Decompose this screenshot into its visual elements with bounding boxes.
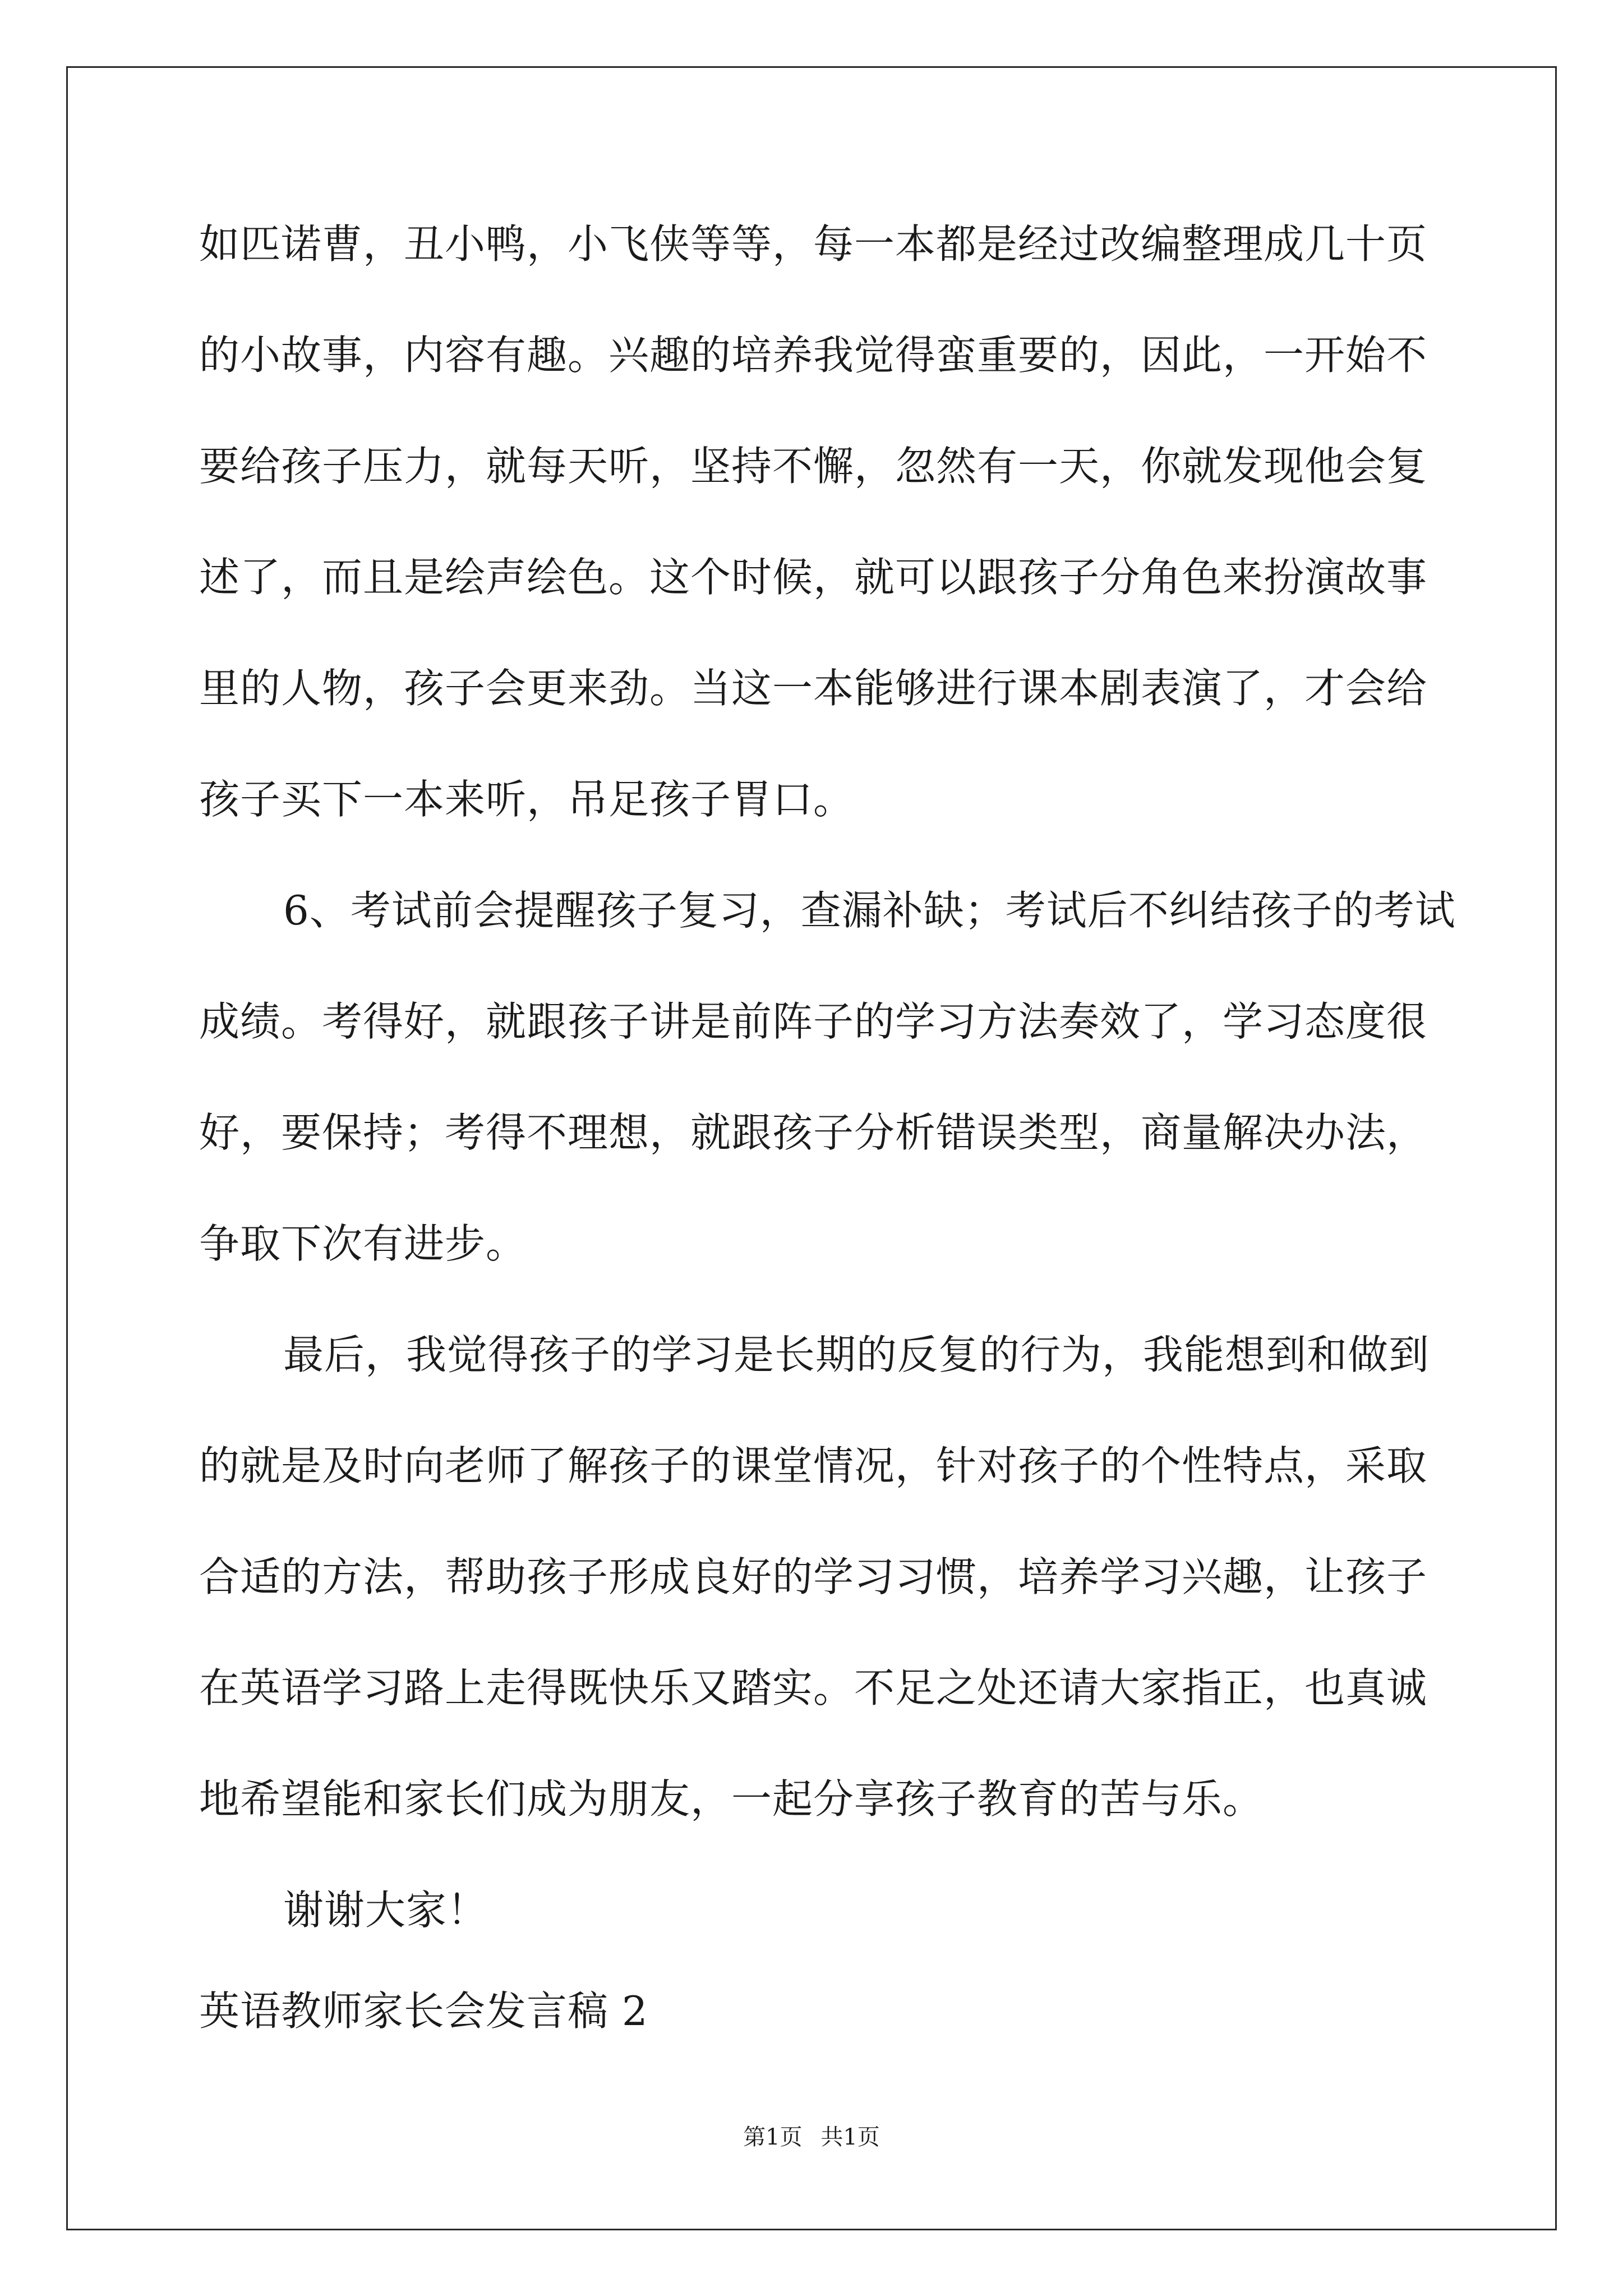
paragraph-line: 要给孩子压力，就每天听，坚持不懈，忽然有一天，你就发现他会复 <box>199 443 1428 490</box>
paragraph-line: 6、考试前会提醒孩子复习，查漏补缺；考试后不纠结孩子的考试 <box>283 887 1456 934</box>
paragraph-line: 地希望能和家长们成为朋友，一起分享孩子教育的苦与乐。 <box>199 1775 1264 1823</box>
paragraph-line: 述了，而且是绘声绘色。这个时候，就可以跟孩子分角色来扮演故事 <box>199 554 1428 601</box>
page-number: 第1页 <box>743 2124 803 2150</box>
paragraph-line: 争取下次有进步。 <box>199 1220 527 1267</box>
paragraph-line: 如匹诺曹，丑小鸭，小飞侠等等，每一本都是经过改编整理成几十页 <box>199 220 1428 268</box>
section-heading: 英语教师家长会发言稿 2 <box>199 1987 648 2035</box>
paragraph-line: 合适的方法，帮助孩子形成良好的学习习惯，培养学习兴趣，让孩子 <box>199 1553 1428 1600</box>
page-footer <box>0 2120 1623 2154</box>
paragraph-line: 成绩。考得好，就跟孩子讲是前阵子的学习方法奏效了，学习态度很 <box>199 998 1428 1045</box>
page-total: 共1页 <box>820 2124 880 2150</box>
paragraph-line: 孩子买下一本来听，吊足孩子胃口。 <box>199 776 855 823</box>
closing-line: 谢谢大家！ <box>283 1887 488 1934</box>
paragraph-line: 最后，我觉得孩子的学习是长期的反复的行为，我能想到和做到 <box>283 1331 1430 1378</box>
paragraph-line: 的就是及时向老师了解孩子的课堂情况，针对孩子的个性特点，采取 <box>199 1442 1428 1489</box>
paragraph-line: 的小故事，内容有趣。兴趣的培养我觉得蛮重要的，因此，一开始不 <box>199 332 1428 379</box>
paragraph-line: 里的人物，孩子会更来劲。当这一本能够进行课本剧表演了，才会给 <box>199 665 1428 712</box>
paragraph-line: 好，要保持；考得不理想，就跟孩子分析错误类型，商量解决办法， <box>199 1109 1428 1156</box>
paragraph-line: 在英语学习路上走得既快乐又踏实。不足之处还请大家指正，也真诚 <box>199 1664 1428 1711</box>
